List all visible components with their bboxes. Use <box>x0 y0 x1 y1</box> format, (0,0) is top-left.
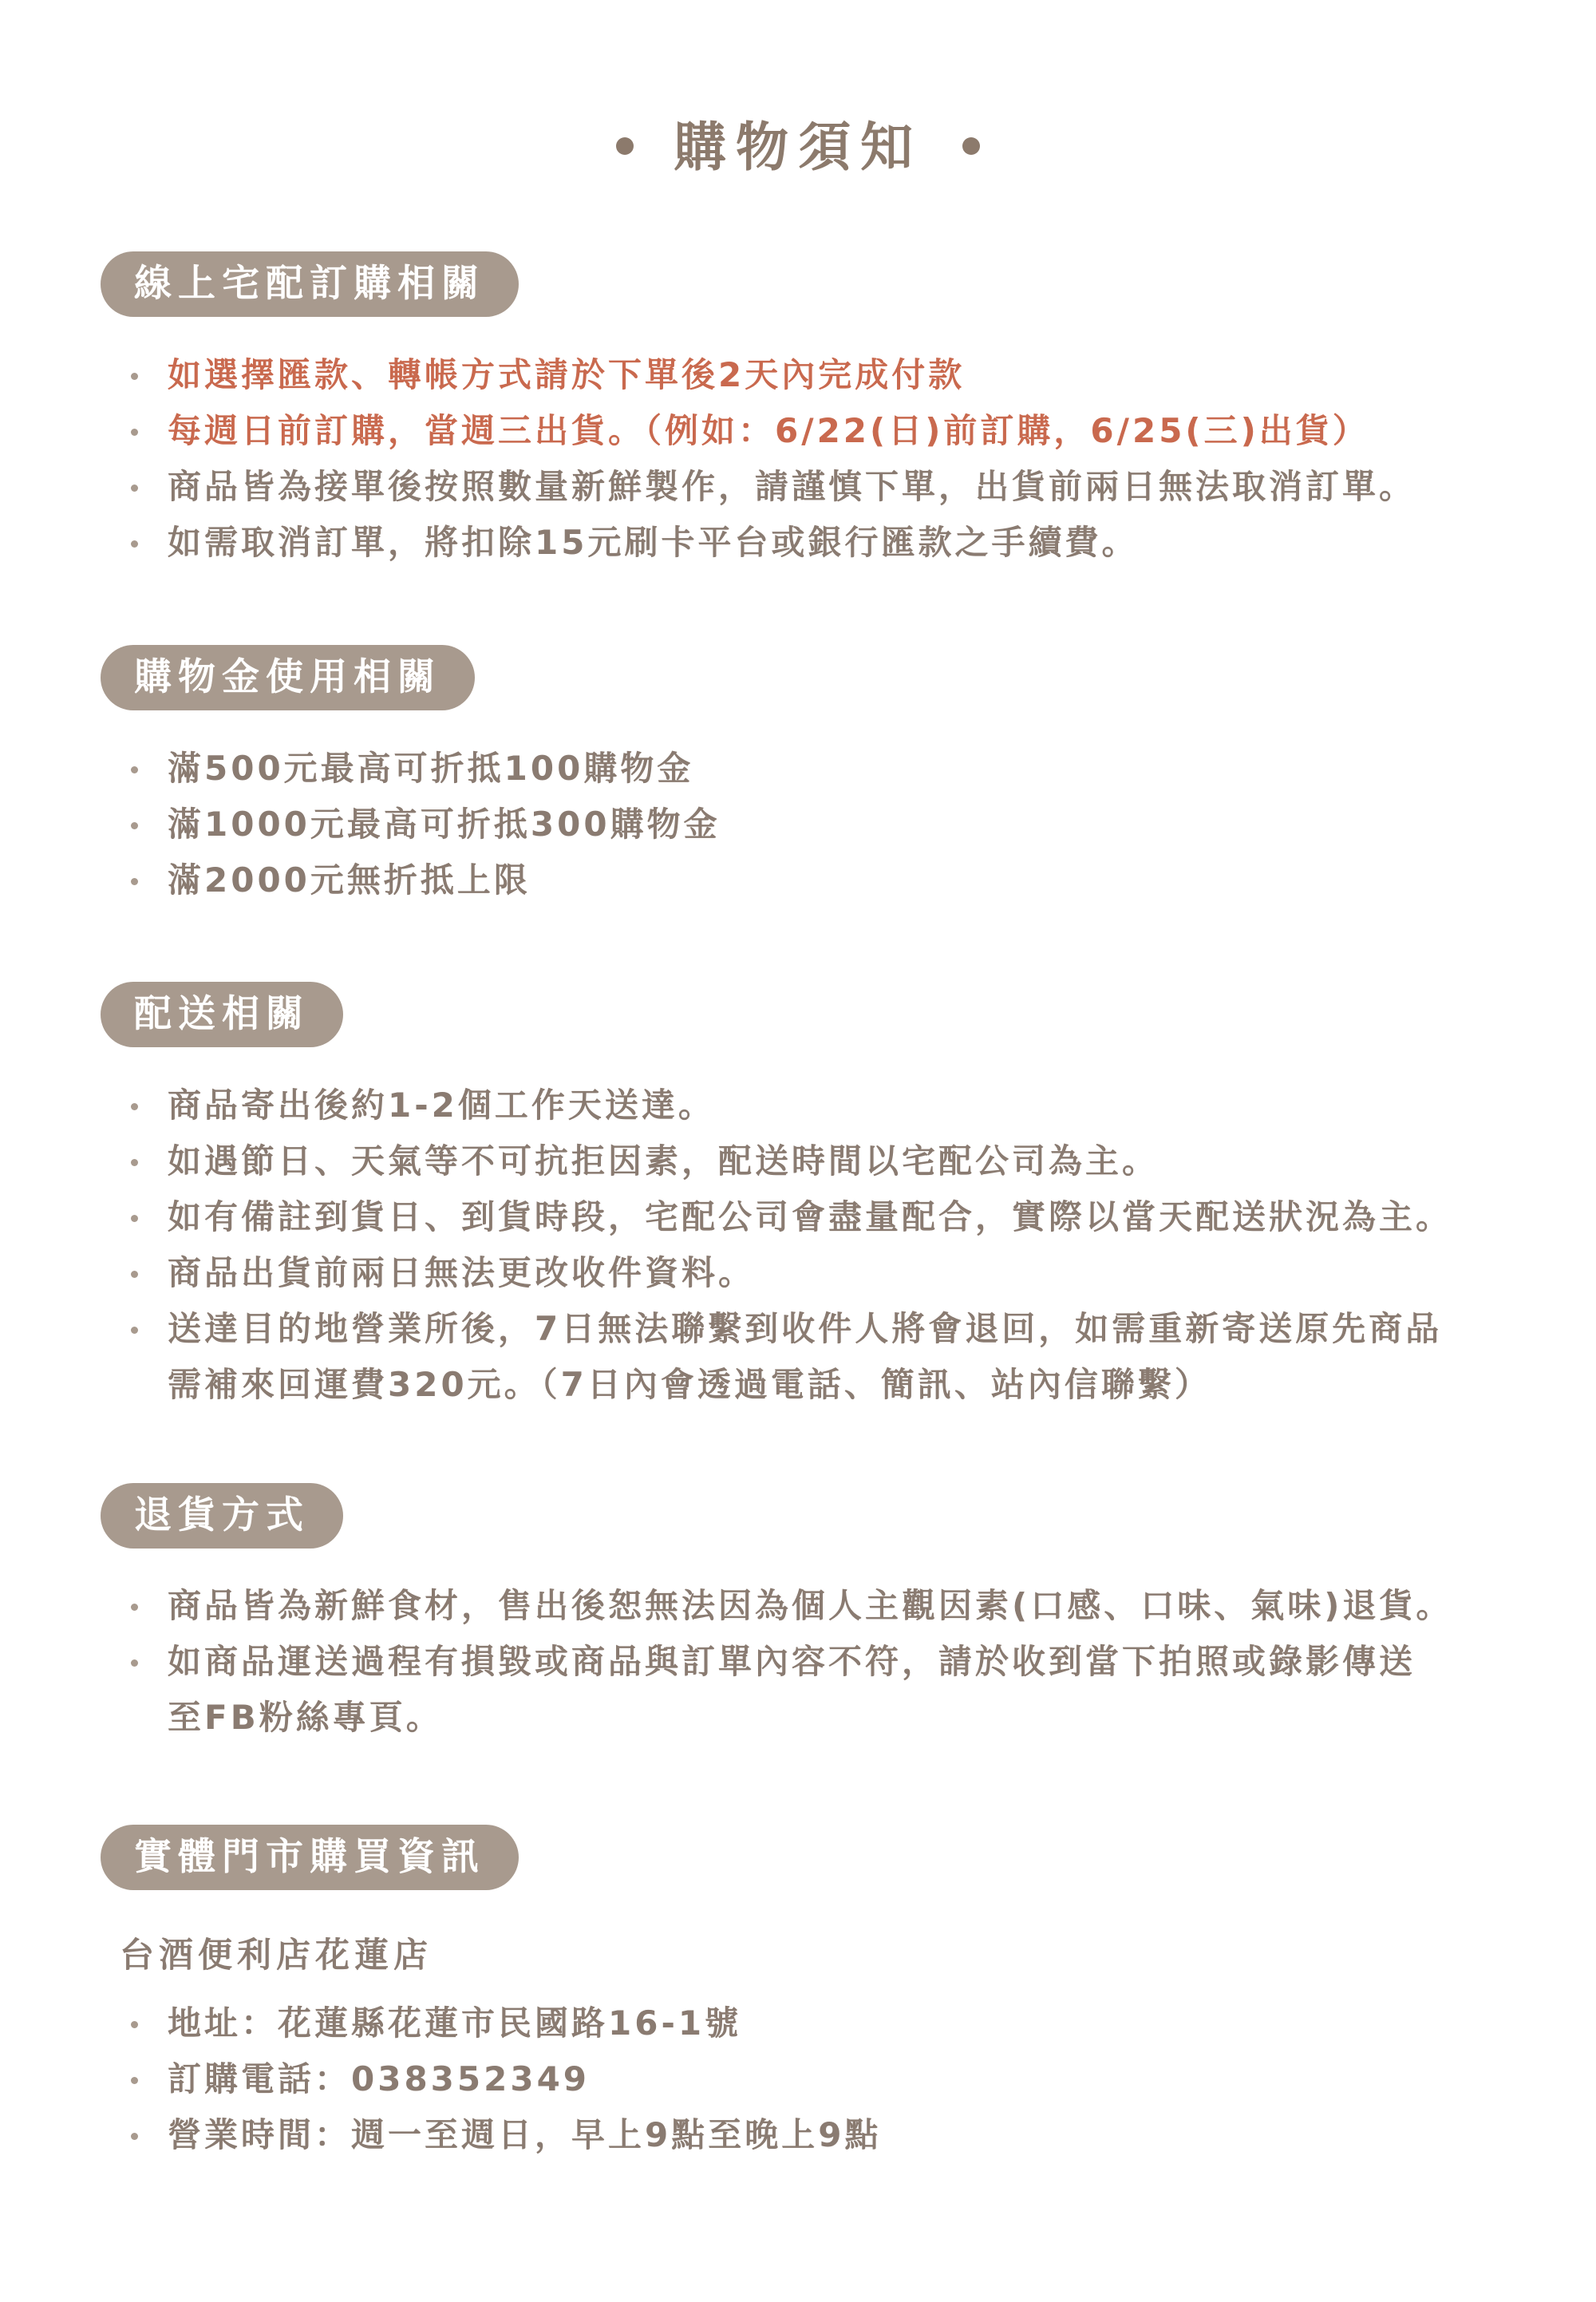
store-info-list <box>120 1995 881 2163</box>
list-item <box>120 1634 1452 1746</box>
section-heading-store-info: 實體門市購買資訊 <box>101 1825 519 1890</box>
list-item: 商品皆為新鮮食材，售出後恕無法因為個人主觀因素(口感、口味、氣味)退貨。 <box>120 1578 1452 1634</box>
shopping-credit-list <box>120 741 721 908</box>
list-item: 滿2000元無折抵上限 <box>120 852 721 908</box>
store-name: 台酒便利店花蓮店 <box>120 1936 433 1976</box>
section-heading-returns: 退貨方式 <box>101 1483 343 1549</box>
online-order-list <box>120 347 1416 571</box>
list-item-line: 如商品運送過程有損毀或商品與訂單內容不符，請於收到當下拍照或錄影傳送 <box>168 1642 1416 1681</box>
list-item: 商品皆為接單後按照數量新鮮製作，請謹慎下單，出貨前兩日無法取消訂單。 <box>120 459 1416 515</box>
returns-list <box>120 1578 1452 1746</box>
page-title-row <box>0 112 1596 184</box>
list-item-line: 送達目的地營業所後，7日無法聯繫到收件人將會退回，如需重新寄送原先商品 <box>168 1309 1443 1348</box>
list-item: 如遇節日、天氣等不可抗拒因素，配送時間以宅配公司為主。 <box>120 1133 1452 1189</box>
page-title: 購物須知 <box>674 117 922 178</box>
list-item <box>120 1301 1452 1413</box>
list-item: 如選擇匯款、轉帳方式請於下單後2天內完成付款 <box>120 347 1416 403</box>
store-address: 地址：花蓮縣花蓮市民國路16-1號 <box>120 1995 881 2051</box>
list-item-line: 需補來回運費320元。（7日內會透過電話、簡訊、站內信聯繫） <box>168 1365 1211 1404</box>
list-item: 每週日前訂購，當週三出貨。（例如：6/22(日)前訂購，6/25(三)出貨） <box>120 403 1416 459</box>
list-item: 商品寄出後約1-2個工作天送達。 <box>120 1078 1452 1133</box>
store-hours: 營業時間：週一至週日，早上9點至晚上9點 <box>120 2107 881 2163</box>
title-dot-left <box>616 137 634 155</box>
title-dot-right <box>962 137 980 155</box>
list-item-line: 至FB粉絲專頁。 <box>168 1698 443 1737</box>
list-item: 商品出貨前兩日無法更改收件資料。 <box>120 1245 1452 1301</box>
list-item: 滿500元最高可折抵100購物金 <box>120 741 721 797</box>
list-item: 如需取消訂單，將扣除15元刷卡平台或銀行匯款之手續費。 <box>120 515 1416 571</box>
list-item: 如有備註到貨日、到貨時段，宅配公司會盡量配合，實際以當天配送狀況為主。 <box>120 1189 1452 1245</box>
section-heading-delivery: 配送相關 <box>101 982 343 1047</box>
list-item: 滿1000元最高可折抵300購物金 <box>120 797 721 852</box>
delivery-list <box>120 1078 1452 1413</box>
store-phone: 訂購電話：038352349 <box>120 2051 881 2107</box>
section-heading-online-order: 線上宅配訂購相關 <box>101 251 519 317</box>
section-heading-shopping-credit: 購物金使用相關 <box>101 645 475 710</box>
